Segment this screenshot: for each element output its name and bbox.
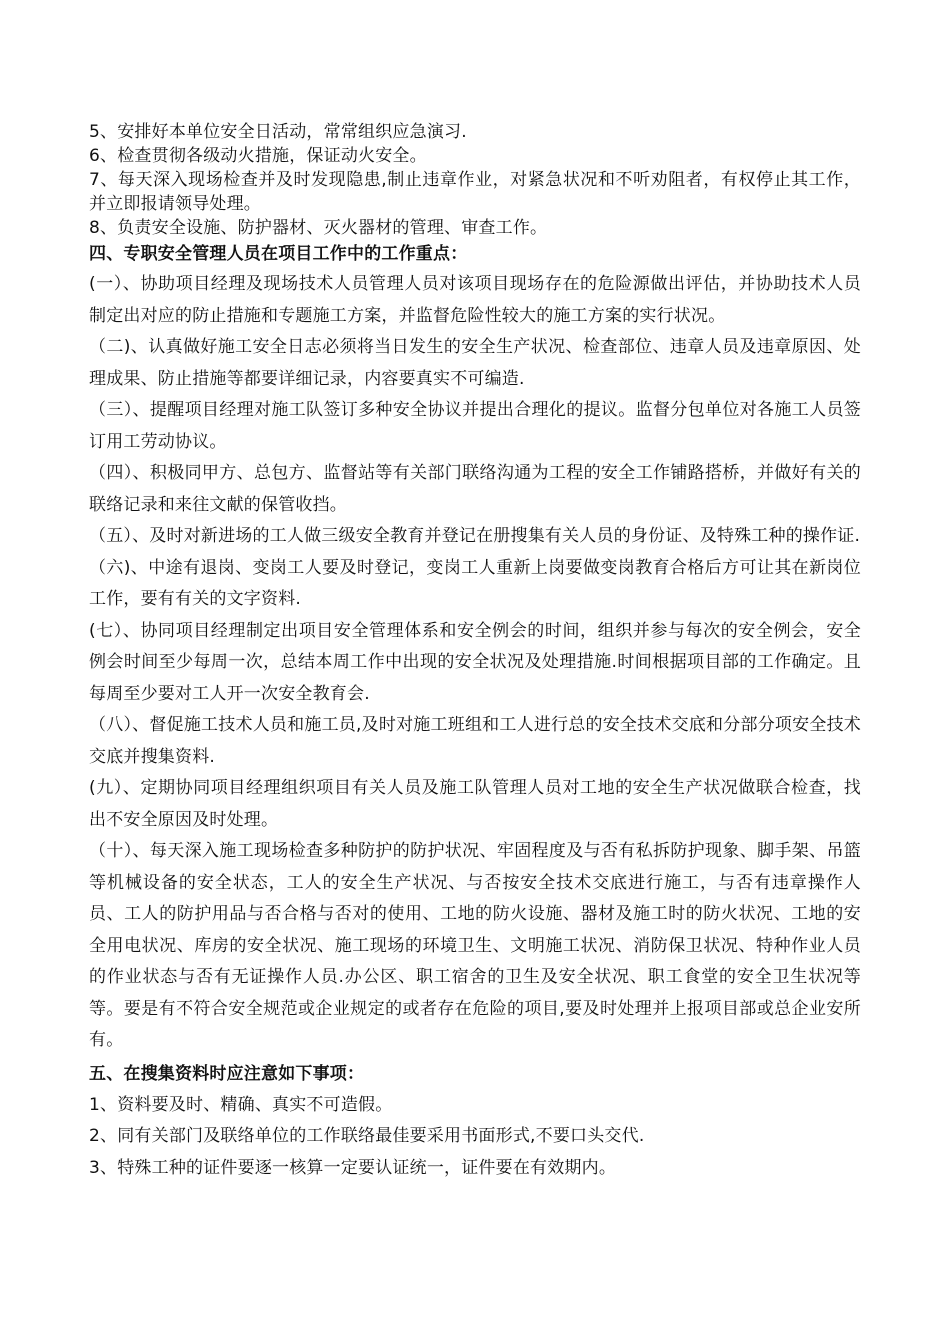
list-item: 1、资料要及时、精确、真实不可造假。: [89, 1094, 393, 1115]
paragraph: (九）、定期协同项目经理组织项目有关人员及施工队管理人员对工地的安全生产状况做联合检查，找出不安全原因及时处理。: [89, 778, 861, 830]
paragraph: （二)、认真做好施工安全日志必须将当日发生的安全生产状况、检查部位、违章人员及违章原因、处理成果、防止措施等都要详细记录，内容要真实不可编造.: [89, 337, 861, 389]
paragraph: （三）、提醒项目经理对施工队签订多种安全协议并提出合理化的提议。监督分包单位对各施工人员签订用工劳动协议。: [89, 400, 861, 452]
section-heading: 四、专职安全管理人员在项目工作中的工作重点：: [89, 244, 468, 264]
responsibility-list: [89, 120, 861, 240]
paragraph: （六)、中途有退岗、变岗工人要及时登记，变岗工人重新上岗要做变岗教育合格后方可让其在新岗位工作，要有有关的文字资料.: [89, 557, 861, 609]
paragraph: （五）、及时对新进场的工人做三级安全教育并登记在册搜集有关人员的身份证、及特殊工种的操作证.: [89, 526, 861, 546]
list-item: 5、安排好本单位安全日活动，常常组织应急演习.: [89, 122, 467, 142]
list-item: 2、同有关部门及联络单位的工作联络最佳要采用书面形式,不要口头交代.: [89, 1126, 645, 1146]
paragraph: (一）、协助项目经理及现场技术人员管理人员对该项目现场存在的危险源做出评估，并协助技术人员制定出对应的防止措施和专题施工方案，并监督危险性较大的施工方案的实行状况。: [89, 274, 861, 326]
paragraph: （十）、每天深入施工现场检查多种防护的防护状况、牢固程度及与否有私拆防护现象、脚手架、吊篮等机械设备的安全状态，工人的安全生产状况、与否按安全技术交底进行施工，与否有违章操作人员、工人的防护用品与否合格与否对的使用、工地的防火设施、器材及施工时的防火状况、工地的安全用电状况、库房的安全状况、施工现场的环境卫生、文明施工状况、消防保卫状况、特种作业人员的作业状态与否有无证操作人员.办公区、职工宿舍的卫生及安全状况、职工食堂的安全卫生状况等等。要是有不符合安全规范或企业规定的或者存在危险的项目,要及时处理并上报项目部或总企业安所有。: [89, 841, 861, 1050]
work-focus-list: [89, 269, 861, 1057]
paragraph: (七）、协同项目经理制定出项目安全管理体系和安全例会的时间，组织并参与每次的安全例会，安全例会时间至少每周一次，总结本周工作中出现的安全状况及处理措施.时间根据项目部的工作确定。且每周至少要对工人开一次安全教育会.: [89, 620, 861, 704]
list-item: 6、检查贯彻各级动火措施，保证动火安全。: [89, 146, 427, 166]
list-item: 7、每天深入现场检查并及时发现隐患,制止违章作业，对紧急状况和不听劝阻者，有权停止其工作，并立即报请领导处理。: [89, 170, 861, 214]
paragraph: （八）、督促施工技术人员和施工员,及时对施工班组和工人进行总的安全技术交底和分部分项安全技术交底并搜集资料.: [89, 715, 861, 767]
list-item: 8、负责安全设施、防护器材、灭火器材的管理、审查工作。: [89, 218, 548, 238]
notes-list: [89, 1090, 861, 1185]
section-heading: 五、在搜集资料时应注意如下事项：: [89, 1063, 365, 1084]
paragraph: （四）、积极同甲方、总包方、监督站等有关部门联络沟通为工程的安全工作铺路搭桥，并做好有关的联络记录和来往文献的保管收挡。: [89, 463, 861, 515]
document-page: [89, 120, 861, 1184]
list-item: 3、特殊工种的证件要逐一核算一定要认证统一，证件要在有效期内。: [89, 1157, 617, 1178]
